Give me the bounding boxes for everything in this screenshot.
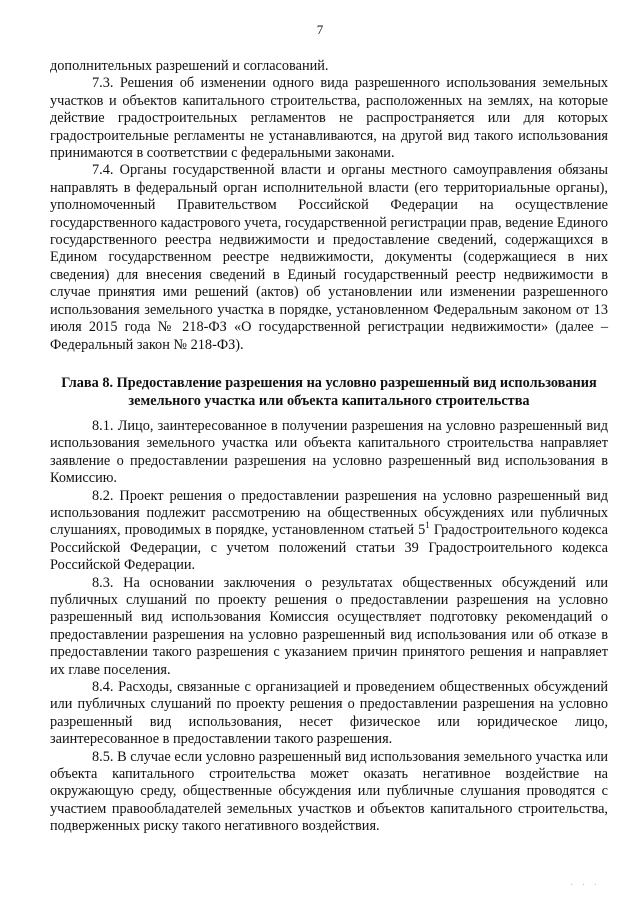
paragraph-8-4 [50,679,608,749]
item-text: Расходы, связанные с организацией и проведением общественных обсуждений или публичных слушаний по проекту решения о предоставлении разрешения на условно разрешенный вид использования, несет физическое или юридическое лицо, заинтересованное в предоставлении такого разрешения. [50,679,608,748]
item-text: Органы государственной власти и органы местного самоуправления обязаны направлять в федеральный орган исполнительной власти (его территориальные органы), уполномоченный Правительством Российской Федерации на осуществление государственного кадастрового учета, государственной регистрации прав, ведение Единого государственного реестра недвижимости и предоставление сведений, содержащихся в Едином государственном реестре недвижимости, документы (содержащиеся в них сведения) для внесения сведений в Единый государственный реестр недвижимости в случае принятия ими решений (актов) об установлении или изменении разрешенного использования земельного участка в порядке, установленном Федеральным законом от 13 июля 2015 года № 218-ФЗ «О государственной регистрации недвижимости» (далее – Федеральный закон № 218-ФЗ). [50,162,608,353]
corner-scan-mark: · · · [570,880,600,891]
item-number: 7.4. [92,162,114,179]
item-number: 8.2. [92,487,114,504]
page-number: 7 [316,22,324,37]
paragraph-8-2 [50,488,608,575]
paragraph-8-3 [50,575,608,679]
article-superscript: 1 [425,520,430,531]
item-number: 8.4. [92,679,114,695]
item-text: На основании заключения о результатах общественных обсуждений или публичных слушаний по проекту решения о предоставлении разрешения на условно разрешенный вид использования Комиссия осуществляет подготовку рекомендаций о предоставлении разрешения на условно разрешенный вид использования или об отказе в предоставлении такого разрешения с указанием причин принятого решения и направляет их главе поселения. [50,574,609,678]
item-number: 8.5. [92,748,114,765]
item-number: 8.3. [92,574,114,591]
paragraph-continuation: дополнительных разрешений и согласований. [50,58,329,74]
paragraph-8-1 [50,418,608,488]
paragraph-8-5 [50,749,608,836]
paragraph-7-3 [50,75,608,162]
chapter-heading: Глава 8. Предоставление разрешения на условно разрешенный вид использования земельного участка или объекта капитального строительства [61,374,597,409]
item-text: В случае если условно разрешенный вид использования земельного участка или объекта капитального строительства может оказать негативное воздействие на окружающую среду, общественные обсуждения или публичные слушания проводятся с участием правообладателей земельных участков и объектов капитального строительства, подверженных риску такого негативного воздействия. [50,748,608,835]
document-body [50,58,608,836]
item-text: Лицо, заинтересованное в получении разрешения на условно разрешенный вид использования земельного участка или объекта капитального строительства направляет заявление о предоставлении разрешения на условно разрешенный вид использования в Комиссию. [50,417,608,487]
item-number: 7.3. [92,75,114,92]
item-text-continued: Градостроительного кодекса Российской Федерации, с учетом положений статьи 39 Градостроительного кодекса Российской Федерации. [50,522,608,574]
item-number: 8.1. [92,417,114,434]
paragraph-7-4 [50,162,608,353]
item-text: Проект решения о предоставлении разрешения на условно разрешенный вид использования подлежит рассмотрению на общественных обсуждениях или публичных слушаниях, проводимых в порядке, установленном статьей 5 [50,487,608,539]
item-text: Решения об изменении одного вида разрешенного использования земельных участков и объектов капитального строительства, расположенных на землях, на которые действие градостроительных регламентов не распространяется или для которых градостроительные регламенты не устанавливаются, на другой вид такого использования принимаются в соответствии с федеральными законами. [50,75,609,162]
